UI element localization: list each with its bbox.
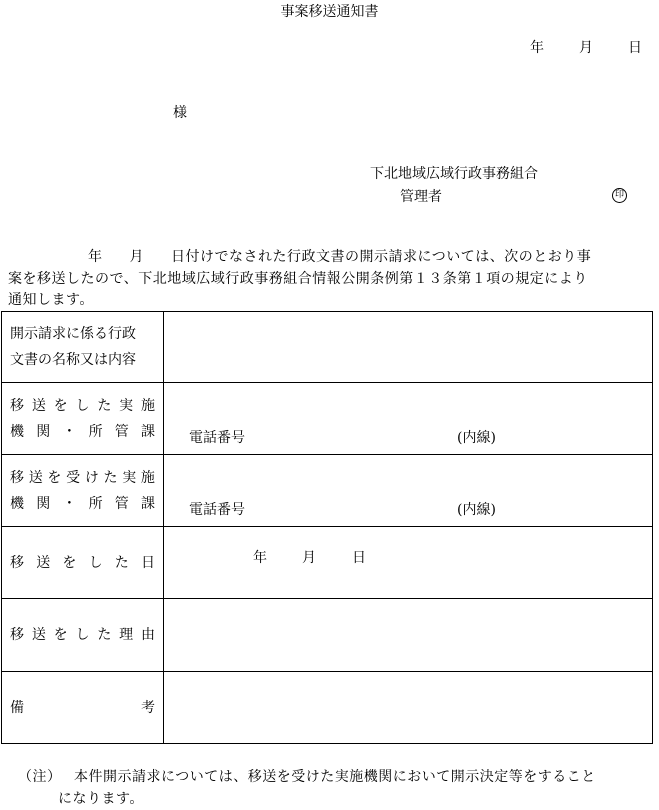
table-row (2, 312, 653, 383)
label-line: 機 関 ・ 所 管 課 (10, 495, 155, 512)
note-label: （注） (18, 769, 62, 785)
note-line1: 本件開示請求については、移送を受けた実施機関において開示決定等をすること (74, 769, 596, 785)
document-name-field[interactable] (164, 312, 653, 383)
date-year-label: 年 (530, 40, 544, 56)
label-remarks (2, 672, 164, 744)
label-line: 備 考 (10, 699, 155, 716)
label-document-name (2, 312, 164, 383)
addressee-suffix: 様 (173, 105, 187, 121)
label-line: 移 送 を し た 日 (10, 554, 155, 571)
label-line: 文書の名称又は内容 (10, 352, 136, 368)
footnote (18, 766, 658, 810)
label-line: 移 送 を し た 理 由 (10, 627, 155, 643)
intro-line3: 通知します。 (8, 292, 94, 308)
phone-label: 電話番号 (189, 430, 245, 446)
receiving-agency-field[interactable] (164, 455, 653, 527)
document-title: 事案移送通知書 (280, 4, 379, 20)
table-row (2, 672, 653, 744)
date-day-label: 日 (628, 40, 642, 56)
date-day-label: 日 (352, 550, 366, 566)
intro-paragraph (8, 247, 659, 312)
table-row (2, 455, 653, 527)
table-row (2, 599, 653, 672)
label-line: 機 関 ・ 所 管 課 (10, 423, 155, 440)
date-month-label: 月 (302, 550, 316, 566)
intro-year: 年 (88, 249, 103, 265)
transfer-date-field[interactable] (164, 527, 653, 599)
label-transfer-date (2, 527, 164, 599)
table-row (2, 527, 653, 599)
transfer-info-table (1, 311, 653, 744)
sender-role: 管理者 (400, 189, 442, 205)
transfer-reason-field[interactable] (164, 599, 653, 672)
remarks-field[interactable] (164, 672, 653, 744)
label-line: 移 送 を し た 実 施 (10, 397, 155, 414)
label-line: 開示請求に係る行政 (10, 326, 136, 342)
label-transferring-agency (2, 383, 164, 455)
intro-month: 月 (129, 249, 144, 265)
transferring-agency-field[interactable] (164, 383, 653, 455)
sender-organization: 下北地域広域行政事務組合 (370, 166, 538, 182)
intro-line2: 案を移送したので、下北地域広域行政事務組合情報公開条例第１３条第１項の規定により (8, 270, 588, 287)
label-receiving-agency (2, 455, 164, 527)
seal-mark: 印 (612, 188, 627, 203)
date-month-label: 月 (579, 40, 593, 56)
date-year-label: 年 (253, 550, 267, 566)
extension-label: (内線) (457, 502, 496, 518)
label-transfer-reason (2, 599, 164, 672)
note-line2: になります。 (58, 791, 144, 807)
phone-label: 電話番号 (189, 502, 245, 518)
extension-label: (内線) (457, 430, 496, 446)
intro-line1: 日付けでなされた行政文書の開示請求については、次のとおり事 (171, 249, 592, 265)
table-row (2, 383, 653, 455)
label-line: 移 送 を 受 け た 実 施 (10, 469, 155, 486)
